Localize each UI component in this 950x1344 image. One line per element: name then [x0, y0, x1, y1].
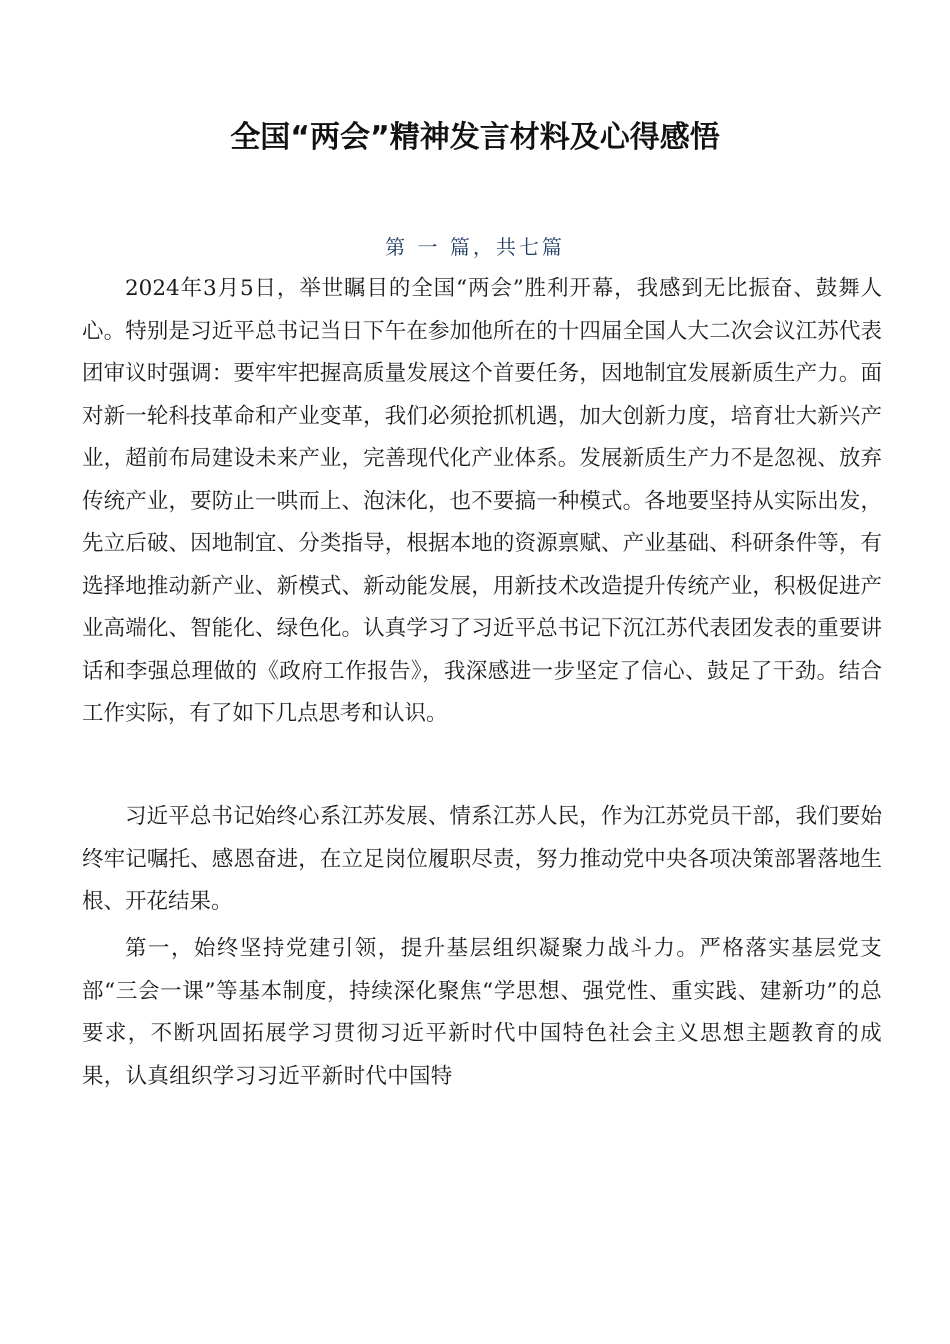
document-subtitle: 第 一 篇，共七篇	[385, 235, 565, 259]
body-paragraph-2-block	[82, 796, 882, 924]
body-paragraph: 2024年3月5日，举世瞩目的全国“两会”胜利开幕，我感到无比振奋、鼓舞人心。特别是习近平总书记当日下午在参加他所在的十四届全国人大二次会议江苏代表团审议时强调：要牢牢把握高质量发展这个首要任务，因地制宜发展新质生产力。面对新一轮科技革命和产业变革，我们必须抢抓机遇，加大创新力度，培育壮大新兴产业，超前布局建设未来产业，完善现代化产业体系。发展新质生产力不是忽视、放弃传统产业，要防止一哄而上、泡沫化，也不要搞一种模式。各地要坚持从实际出发，先立后破、因地制宜、分类指导，根据本地的资源禀赋、产业基础、科研条件等，有选择地推动新产业、新模式、新动能发展，用新技术改造提升传统产业，积极促进产业高端化、智能化、绿色化。认真学习了习近平总书记下沉江苏代表团发表的重要讲话和李强总理做的《政府工作报告》，我深感进一步坚定了信心、鼓足了干劲。结合工作实际，有了如下几点思考和认识。	[82, 276, 882, 726]
body-paragraph-1-block	[82, 268, 882, 736]
body-paragraph: 习近平总书记始终心系江苏发展、情系江苏人民，作为江苏党员干部，我们要始终牢记嘱托、感恩奋进，在立足岗位履职尽责，努力推动党中央各项决策部署落地生根、开花结果。	[82, 804, 882, 914]
body-paragraph: 第一，始终坚持党建引领，提升基层组织凝聚力战斗力。严格落实基层党支部“三会一课”等基本制度，持续深化聚焦“学思想、强党性、重实践、建新功”的总要求，不断巩固拓展学习贯彻习近平新时代中国特色社会主义思想主题教育的成果，认真组织学习习近平新时代中国特	[82, 936, 882, 1089]
body-paragraph-3-block	[82, 928, 882, 1098]
document-title: 全国“两会”精神发言材料及心得感悟	[230, 120, 720, 155]
